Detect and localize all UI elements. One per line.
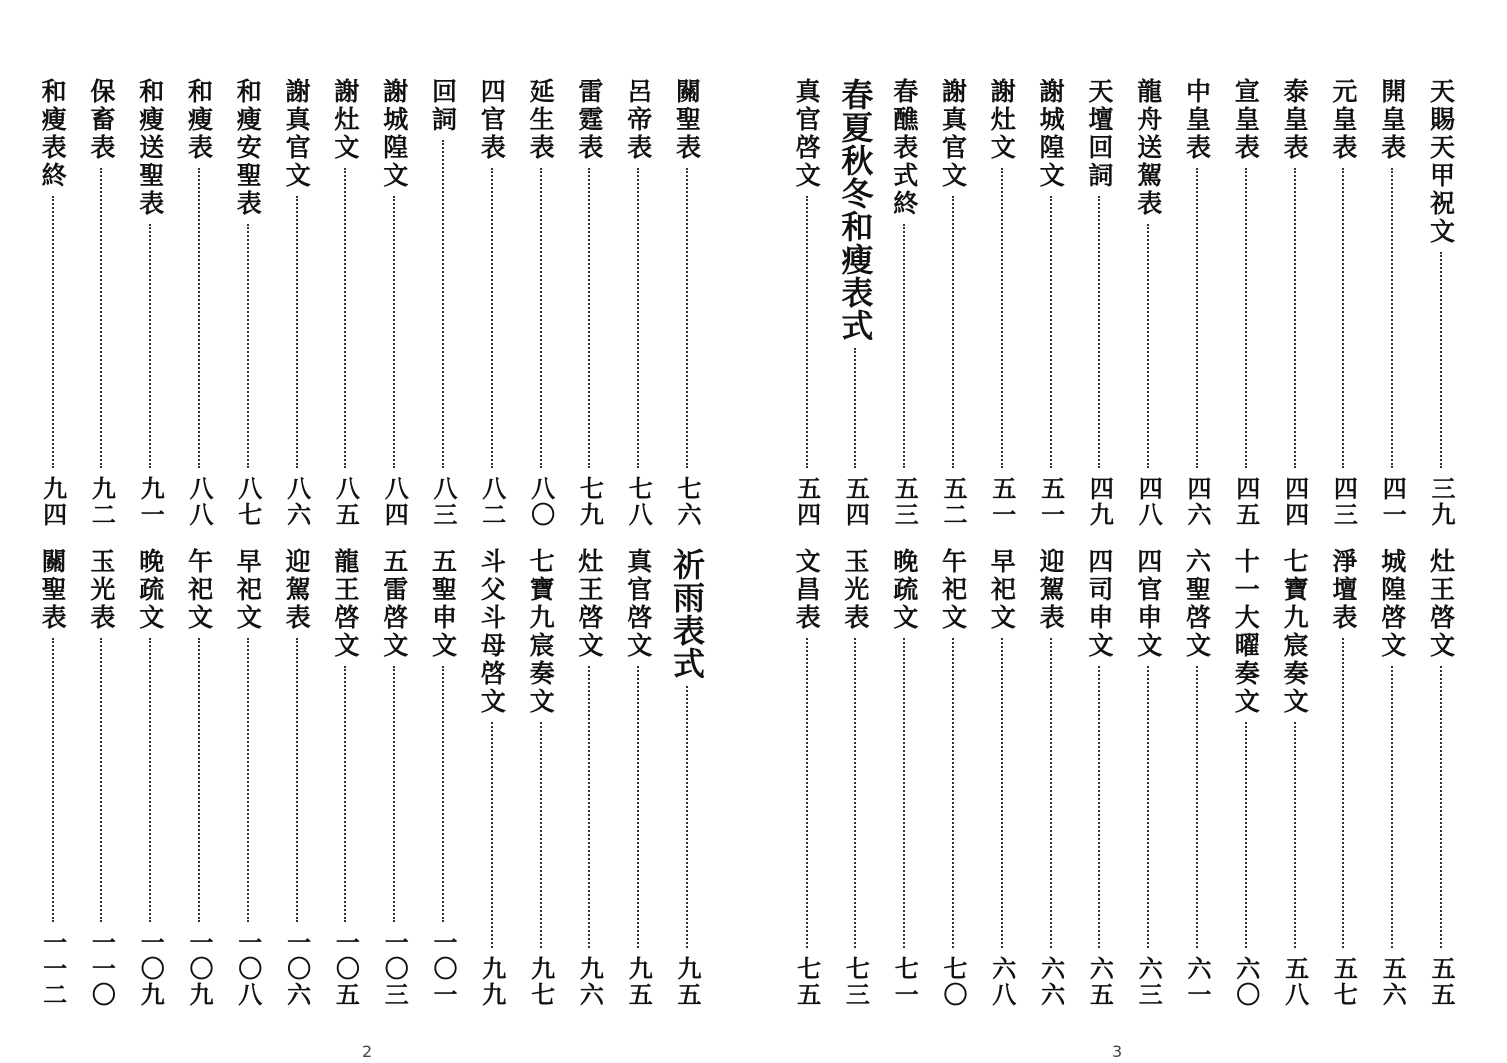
entry-page-number: 七九 — [575, 476, 605, 528]
entry-page-number: 七三 — [841, 956, 871, 1008]
entry-page-number: 九七 — [526, 956, 556, 1008]
entry-title: 灶王啓文 — [574, 548, 604, 660]
entry-title: 七寶九宸奏文 — [1280, 548, 1310, 716]
entry-title: 延生表 — [526, 78, 556, 162]
toc-entry — [1373, 78, 1411, 528]
entry-title: 真官啓文 — [792, 78, 822, 190]
dot-leader — [1001, 638, 1003, 948]
toc-entry — [1032, 78, 1070, 528]
toc-entry — [788, 78, 826, 528]
entry-title: 謝真官文 — [282, 78, 312, 190]
entry-title: 淨壇表 — [1328, 548, 1358, 632]
dot-leader — [100, 168, 102, 468]
entry-page-number: 六五 — [1085, 956, 1115, 1008]
entry-title: 五聖申文 — [428, 548, 458, 660]
toc-entry — [180, 548, 218, 1008]
entry-title: 五雷啓文 — [379, 548, 409, 660]
toc-entry — [229, 78, 267, 528]
right-toc-upper — [754, 78, 1507, 528]
entry-page-number: 四九 — [1085, 476, 1115, 528]
dot-leader — [903, 224, 905, 468]
entry-title: 真官啓文 — [623, 548, 653, 660]
toc-entry — [1276, 548, 1314, 1008]
entry-page-number: 六八 — [987, 956, 1017, 1008]
entry-title: 回詞 — [428, 78, 458, 134]
dot-leader — [393, 196, 395, 468]
entry-page-number: 一〇九 — [136, 930, 166, 1008]
entry-title: 關聖表 — [672, 78, 702, 162]
toc-entry — [1227, 78, 1265, 528]
entry-page-number: 五三 — [890, 476, 920, 528]
entry-page-number: 四一 — [1378, 476, 1408, 528]
entry-page-number: 七一 — [890, 956, 920, 1008]
dot-leader — [1440, 252, 1442, 468]
entry-page-number: 九九 — [477, 956, 507, 1008]
dot-leader — [1196, 168, 1198, 468]
entry-page-number: 五六 — [1378, 956, 1408, 1008]
dot-leader — [637, 666, 639, 948]
dot-leader — [1342, 168, 1344, 468]
dot-leader — [1098, 666, 1100, 948]
entry-page-number: 九五 — [624, 956, 654, 1008]
entry-page-number: 四三 — [1329, 476, 1359, 528]
entry-page-number: 九二 — [87, 476, 117, 528]
dot-leader — [1196, 666, 1198, 948]
dot-leader — [491, 168, 493, 468]
toc-entry — [375, 78, 413, 528]
dot-leader — [1098, 196, 1100, 468]
entry-page-number: 七八 — [624, 476, 654, 528]
dot-leader — [1342, 638, 1344, 948]
toc-entry — [1032, 548, 1070, 1008]
toc-entry — [1178, 78, 1216, 528]
dot-leader — [198, 168, 200, 468]
entry-page-number: 四八 — [1134, 476, 1164, 528]
toc-entry — [934, 548, 972, 1008]
toc-entry — [836, 548, 874, 1008]
toc-entry — [131, 78, 169, 528]
dot-leader — [1440, 666, 1442, 948]
toc-entry — [619, 78, 657, 528]
entry-title: 迎駕表 — [282, 548, 312, 632]
toc-entry — [522, 548, 560, 1008]
entry-page-number: 五八 — [1280, 956, 1310, 1008]
toc-entry — [885, 548, 923, 1008]
entry-title: 玉光表 — [86, 548, 116, 632]
entry-page-number: 五五 — [1427, 956, 1456, 1008]
entry-title: 斗父斗母啓文 — [477, 548, 507, 716]
toc-entry — [570, 78, 608, 528]
toc-entry — [1129, 78, 1167, 528]
entry-page-number: 八三 — [429, 476, 458, 528]
entry-title: 謝城隍文 — [379, 78, 409, 190]
dot-leader — [854, 348, 856, 468]
entry-page-number: 四四 — [1280, 476, 1310, 528]
entry-page-number: 五二 — [939, 476, 968, 528]
dot-leader — [491, 722, 493, 948]
entry-page-number: 一〇五 — [331, 930, 361, 1008]
dot-leader — [1391, 168, 1393, 468]
entry-page-number: 九一 — [136, 476, 166, 528]
dot-leader — [247, 224, 249, 468]
toc-entry — [34, 78, 72, 528]
entry-page-number: 八八 — [185, 476, 214, 528]
dot-leader — [296, 196, 298, 468]
toc-entry — [1422, 548, 1460, 1008]
dot-leader — [1001, 168, 1003, 468]
entry-page-number: 五四 — [792, 476, 822, 528]
entry-page-number: 八七 — [233, 476, 263, 528]
entry-page-number: 八四 — [380, 476, 410, 528]
section-heading: 祈雨表式 — [668, 548, 706, 680]
entry-title: 四司申文 — [1084, 548, 1114, 660]
dot-leader — [540, 168, 542, 468]
toc-entry — [278, 548, 316, 1008]
toc-entry — [1080, 548, 1118, 1008]
dot-leader — [100, 638, 102, 922]
dot-leader — [198, 638, 200, 922]
entry-page-number: 四六 — [1183, 476, 1212, 528]
dot-leader — [806, 638, 808, 948]
dot-leader — [588, 168, 590, 468]
toc-entry — [788, 548, 826, 1008]
entry-page-number: 一〇八 — [233, 930, 263, 1008]
dot-leader — [344, 168, 346, 468]
entry-title: 龍王啓文 — [330, 548, 360, 660]
entry-page-number: 一一〇 — [87, 930, 117, 1008]
dot-leader — [247, 638, 249, 922]
toc-entry — [522, 78, 560, 528]
entry-title: 晚疏文 — [889, 548, 919, 632]
entry-page-number: 九五 — [673, 956, 702, 1008]
toc-entry — [619, 548, 657, 1008]
entry-page-number: 六〇 — [1231, 956, 1261, 1008]
dot-leader — [442, 140, 444, 468]
dot-leader — [1245, 168, 1247, 468]
entry-title: 午祀文 — [938, 548, 968, 632]
toc-entry — [229, 548, 267, 1008]
entry-page-number: 三九 — [1427, 476, 1456, 528]
entry-title: 四官表 — [477, 78, 507, 162]
dot-leader — [1147, 666, 1149, 948]
toc-entry — [570, 548, 608, 1008]
toc-entry — [983, 548, 1021, 1008]
toc-entry — [375, 548, 413, 1008]
dot-leader — [52, 196, 54, 468]
entry-title: 十一大曜奏文 — [1231, 548, 1261, 716]
toc-entry — [934, 78, 972, 528]
toc-entry — [1129, 548, 1167, 1008]
dot-leader — [1147, 224, 1149, 468]
entry-title: 灶王啓文 — [1426, 548, 1456, 660]
entry-page-number: 九四 — [38, 476, 68, 528]
entry-title: 天賜天甲祝文 — [1426, 78, 1456, 246]
toc-entry — [1080, 78, 1118, 528]
entry-page-number: 七〇 — [939, 956, 968, 1008]
entry-title: 早祀文 — [233, 548, 263, 632]
toc-entry — [82, 548, 120, 1008]
entry-title: 和瘦安聖表 — [233, 78, 263, 218]
toc-entry — [424, 78, 462, 528]
right-toc-lower — [754, 548, 1507, 1008]
entry-title: 和瘦送聖表 — [135, 78, 165, 218]
entry-page-number: 六一 — [1183, 956, 1212, 1008]
entry-page-number: 五一 — [1036, 476, 1066, 528]
page-number-right: 3 — [1112, 1042, 1123, 1061]
toc-entry — [473, 78, 511, 528]
dot-leader — [637, 168, 639, 468]
toc-entry — [326, 548, 364, 1008]
toc-entry — [34, 548, 72, 1008]
dot-leader — [686, 168, 688, 468]
entry-title: 泰皇表 — [1280, 78, 1310, 162]
toc-entry — [668, 78, 706, 528]
toc-entry — [836, 78, 874, 528]
entry-page-number: 七五 — [792, 956, 822, 1008]
toc-entry — [1373, 548, 1411, 1008]
toc-entry — [885, 78, 923, 528]
entry-title: 中皇表 — [1182, 78, 1212, 162]
entry-title: 謝灶文 — [987, 78, 1017, 162]
dot-leader — [540, 722, 542, 948]
entry-title: 宣皇表 — [1231, 78, 1261, 162]
entry-title: 文昌表 — [792, 548, 822, 632]
dot-leader — [1050, 196, 1052, 468]
entry-title: 天壇回詞 — [1084, 78, 1114, 190]
entry-page-number: 一〇九 — [185, 930, 214, 1008]
dot-leader — [686, 686, 688, 948]
section-heading: 春夏秋冬和瘦表式 — [836, 78, 875, 342]
left-toc-lower — [0, 548, 753, 1008]
entry-page-number: 一〇六 — [282, 930, 312, 1008]
entry-page-number: 七六 — [673, 476, 702, 528]
page-number-left: 2 — [362, 1042, 373, 1061]
entry-title: 關聖表 — [38, 548, 68, 632]
entry-title: 六聖啓文 — [1182, 548, 1212, 660]
entry-page-number: 六六 — [1036, 956, 1066, 1008]
entry-title: 和瘦表 — [184, 78, 214, 162]
dot-leader — [588, 666, 590, 948]
toc-entry — [473, 548, 511, 1008]
toc-entry — [1324, 78, 1362, 528]
entry-page-number: 九六 — [575, 956, 605, 1008]
left-page — [0, 0, 753, 1063]
entry-title: 早祀文 — [987, 548, 1017, 632]
toc-entry — [131, 548, 169, 1008]
entry-page-number: 四五 — [1231, 476, 1261, 528]
toc-entry — [82, 78, 120, 528]
entry-title: 元皇表 — [1328, 78, 1358, 162]
entry-title: 謝灶文 — [330, 78, 360, 162]
dot-leader — [903, 638, 905, 948]
entry-title: 保畜表 — [86, 78, 116, 162]
entry-title: 雷霆表 — [574, 78, 604, 162]
dot-leader — [1391, 666, 1393, 948]
toc-entry — [424, 548, 462, 1008]
toc-entry — [1422, 78, 1460, 528]
right-page — [754, 0, 1507, 1063]
dot-leader — [854, 638, 856, 948]
entry-title: 開皇表 — [1377, 78, 1407, 162]
entry-page-number: 五七 — [1329, 956, 1359, 1008]
dot-leader — [149, 638, 151, 922]
entry-page-number: 一〇三 — [380, 930, 410, 1008]
dot-leader — [149, 224, 151, 468]
entry-page-number: 八六 — [282, 476, 312, 528]
toc-entry — [180, 78, 218, 528]
entry-title: 玉光表 — [840, 548, 870, 632]
toc-entry — [1178, 548, 1216, 1008]
toc-entry — [1324, 548, 1362, 1008]
dot-leader — [1050, 638, 1052, 948]
dot-leader — [344, 666, 346, 922]
dot-leader — [1294, 722, 1296, 948]
entry-title: 春醮表式終 — [889, 78, 919, 218]
entry-page-number: 八〇 — [526, 476, 556, 528]
entry-title: 迎駕表 — [1036, 548, 1066, 632]
toc-entry — [1276, 78, 1314, 528]
entry-page-number: 五一 — [987, 476, 1017, 528]
entry-title: 城隍啓文 — [1377, 548, 1407, 660]
entry-title: 謝城隍文 — [1036, 78, 1066, 190]
toc-entry — [983, 78, 1021, 528]
dot-leader — [806, 196, 808, 468]
dot-leader — [442, 666, 444, 922]
entry-title: 和瘦表終 — [38, 78, 68, 190]
dot-leader — [1294, 168, 1296, 468]
entry-title: 晚疏文 — [135, 548, 165, 632]
dot-leader — [52, 638, 54, 922]
entry-title: 午祀文 — [184, 548, 214, 632]
toc-entry — [278, 78, 316, 528]
entry-page-number: 一〇一 — [429, 930, 458, 1008]
entry-page-number: 一一二 — [38, 930, 68, 1008]
entry-title: 四官申文 — [1133, 548, 1163, 660]
left-toc-upper — [0, 78, 753, 528]
dot-leader — [296, 638, 298, 922]
toc-entry — [1227, 548, 1265, 1008]
toc-entry — [668, 548, 706, 1008]
entry-title: 七寶九宸奏文 — [526, 548, 556, 716]
toc-entry — [326, 78, 364, 528]
entry-page-number: 八二 — [477, 476, 507, 528]
dot-leader — [952, 196, 954, 468]
dot-leader — [393, 666, 395, 922]
dot-leader — [952, 638, 954, 948]
entry-page-number: 五四 — [841, 476, 871, 528]
dot-leader — [1245, 722, 1247, 948]
entry-page-number: 六三 — [1134, 956, 1164, 1008]
entry-title: 謝真官文 — [938, 78, 968, 190]
entry-page-number: 八五 — [331, 476, 361, 528]
entry-title: 龍舟送駕表 — [1133, 78, 1163, 218]
entry-title: 呂帝表 — [623, 78, 653, 162]
